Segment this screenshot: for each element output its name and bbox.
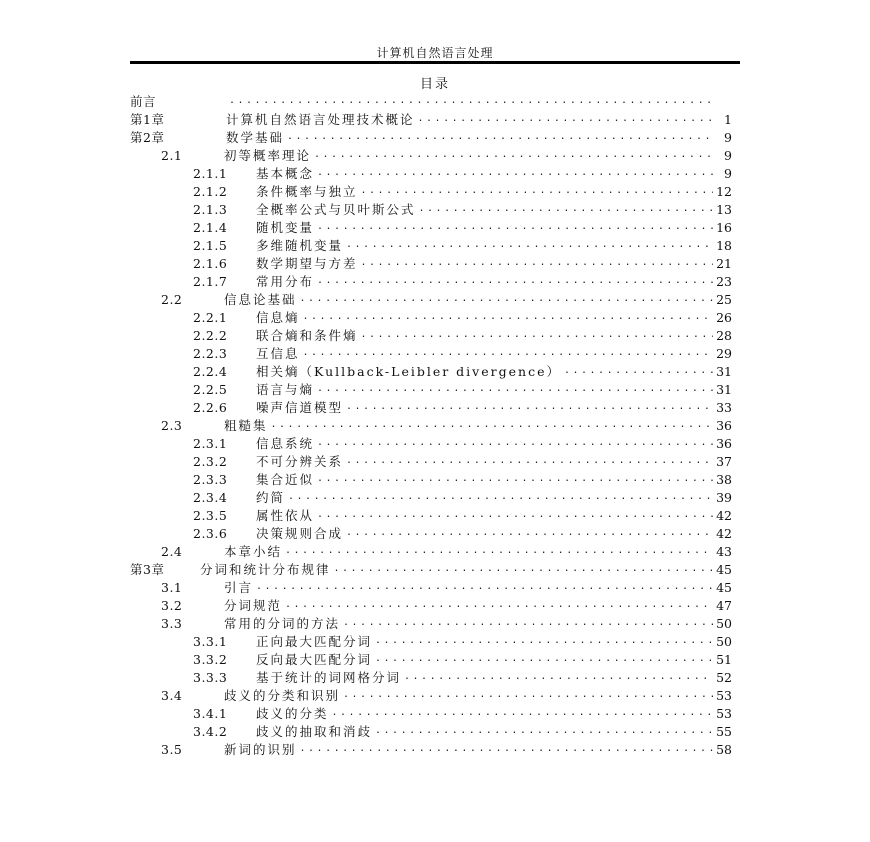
toc-entry-title: 新词的识别 bbox=[224, 742, 297, 757]
dot-leader bbox=[256, 580, 713, 594]
toc-entry-page: 42 bbox=[716, 508, 732, 523]
toc-entry-number: 2.1.1 bbox=[193, 166, 228, 181]
toc-entry-number: 3.5 bbox=[161, 742, 183, 757]
toc-entry[interactable] bbox=[130, 109, 732, 127]
toc-entry-number: 2.2.5 bbox=[193, 382, 228, 397]
dot-leader bbox=[361, 256, 714, 270]
dot-leader bbox=[343, 616, 713, 630]
toc-entry[interactable] bbox=[130, 271, 732, 289]
dot-leader bbox=[375, 634, 713, 648]
toc-entry[interactable] bbox=[130, 739, 732, 757]
toc-entry[interactable] bbox=[130, 415, 732, 433]
toc-entry-number: 2.3.6 bbox=[193, 526, 228, 541]
toc-entry[interactable] bbox=[130, 181, 732, 199]
toc-entry[interactable] bbox=[130, 127, 732, 145]
dot-leader bbox=[419, 202, 714, 216]
toc-entry-number: 2.1.5 bbox=[193, 238, 228, 253]
dot-leader bbox=[346, 454, 713, 468]
toc-entry-title: 不可分辨关系 bbox=[256, 454, 344, 469]
dot-leader bbox=[346, 238, 713, 252]
toc-entry-page: 29 bbox=[716, 346, 732, 361]
toc-entry-number: 第2章 bbox=[130, 130, 165, 145]
toc-entry-number: 3.1 bbox=[161, 580, 183, 595]
toc-entry-number: 2.1.7 bbox=[193, 274, 228, 289]
table-of-contents bbox=[130, 91, 732, 757]
toc-entry-title: 粗糙集 bbox=[224, 418, 268, 433]
toc-entry-title: 决策规则合成 bbox=[256, 526, 344, 541]
toc-entry[interactable] bbox=[130, 559, 732, 577]
dot-leader bbox=[303, 346, 714, 360]
header-rule bbox=[130, 61, 740, 64]
toc-entry-title: 初等概率理论 bbox=[224, 148, 312, 163]
toc-entry-page: 31 bbox=[716, 364, 732, 379]
toc-entry-number: 2.3.1 bbox=[193, 436, 228, 451]
toc-entry-number: 3.4.1 bbox=[193, 706, 228, 721]
dot-leader bbox=[361, 328, 714, 342]
dot-leader bbox=[346, 526, 713, 540]
toc-entry-number: 2.1.2 bbox=[193, 184, 228, 199]
toc-entry-page: 42 bbox=[716, 526, 732, 541]
toc-entry[interactable] bbox=[130, 253, 732, 271]
toc-entry-title: 信息熵 bbox=[256, 310, 300, 325]
toc-entry-number: 2.3 bbox=[161, 418, 183, 433]
toc-entry-number: 2.2.1 bbox=[193, 310, 228, 325]
toc-entry-page: 25 bbox=[716, 292, 732, 307]
toc-entry-page: 47 bbox=[716, 598, 732, 613]
toc-entry[interactable] bbox=[130, 451, 732, 469]
toc-entry-page: 36 bbox=[716, 418, 732, 433]
toc-entry-page: 51 bbox=[716, 652, 732, 667]
dot-leader bbox=[300, 292, 714, 306]
toc-entry-number: 3.3.3 bbox=[193, 670, 228, 685]
toc-entry-page: 50 bbox=[716, 616, 732, 631]
dot-leader bbox=[317, 274, 713, 288]
toc-entry[interactable] bbox=[130, 433, 732, 451]
toc-entry-page: 58 bbox=[716, 742, 732, 757]
toc-entry-title: 常用的分词的方法 bbox=[224, 616, 341, 631]
toc-entry[interactable] bbox=[130, 649, 732, 667]
dot-leader bbox=[303, 310, 714, 324]
toc-entry[interactable] bbox=[130, 343, 732, 361]
toc-entry-number: 2.2 bbox=[161, 292, 183, 307]
toc-entry[interactable] bbox=[130, 523, 732, 541]
toc-entry-page: 28 bbox=[716, 328, 732, 343]
toc-entry-number: 第1章 bbox=[130, 112, 165, 127]
toc-entry-number: 3.4 bbox=[161, 688, 183, 703]
toc-entry-number: 3.3.2 bbox=[193, 652, 228, 667]
dot-leader bbox=[404, 670, 713, 684]
toc-entry-title: 语言与熵 bbox=[256, 382, 315, 397]
dot-leader bbox=[285, 598, 713, 612]
toc-entry-title: 随机变量 bbox=[256, 220, 315, 235]
toc-entry-number: 2.1 bbox=[161, 148, 183, 163]
toc-entry-title: 歧义的分类和识别 bbox=[224, 688, 341, 703]
toc-entry-page: 50 bbox=[716, 634, 732, 649]
toc-entry-title: 联合熵和条件熵 bbox=[256, 328, 358, 343]
toc-entry-title: 全概率公式与贝叶斯公式 bbox=[256, 202, 416, 217]
toc-entry[interactable] bbox=[130, 91, 732, 109]
toc-entry[interactable] bbox=[130, 163, 732, 181]
dot-leader bbox=[317, 220, 713, 234]
toc-entry-number: 2.1.4 bbox=[193, 220, 228, 235]
toc-entry-page: 55 bbox=[716, 724, 732, 739]
toc-entry[interactable] bbox=[130, 325, 732, 343]
toc-entry-title: 分词和统计分布规律 bbox=[200, 562, 331, 577]
dot-leader bbox=[334, 562, 714, 576]
toc-entry-page: 1 bbox=[724, 112, 732, 127]
toc-entry-page: 9 bbox=[724, 148, 732, 163]
toc-entry-page: 13 bbox=[716, 202, 732, 217]
dot-leader bbox=[564, 364, 713, 378]
running-header: 计算机自然语言处理 bbox=[376, 46, 494, 60]
toc-entry-title: 本章小结 bbox=[224, 544, 283, 559]
toc-entry[interactable] bbox=[130, 289, 732, 307]
dot-leader bbox=[317, 472, 713, 486]
toc-entry[interactable] bbox=[130, 721, 732, 739]
toc-entry-page: 36 bbox=[716, 436, 732, 451]
toc-entry[interactable] bbox=[130, 595, 732, 613]
toc-entry-title: 基于统计的词网格分词 bbox=[256, 670, 402, 685]
toc-entry-number: 3.3 bbox=[161, 616, 183, 631]
toc-entry-number: 2.4 bbox=[161, 544, 183, 559]
dot-leader bbox=[288, 490, 713, 504]
toc-entry-title: 反向最大匹配分词 bbox=[256, 652, 373, 667]
toc-entry-page: 38 bbox=[716, 472, 732, 487]
toc-entry-page: 53 bbox=[716, 706, 732, 721]
toc-entry-number: 2.1.3 bbox=[193, 202, 228, 217]
dot-leader bbox=[317, 508, 713, 522]
toc-entry-title: 多维随机变量 bbox=[256, 238, 344, 253]
toc-entry[interactable] bbox=[130, 487, 732, 505]
dot-leader bbox=[375, 652, 713, 666]
dot-leader bbox=[361, 184, 714, 198]
dot-leader bbox=[287, 130, 715, 144]
toc-entry-title: 歧义的分类 bbox=[256, 706, 329, 721]
toc-entry-title: 计算机自然语言处理技术概论 bbox=[226, 112, 415, 127]
toc-entry-title: 引言 bbox=[224, 580, 254, 595]
toc-entry-page: 45 bbox=[716, 580, 732, 595]
toc-entry-title: 歧义的抽取和消歧 bbox=[256, 724, 373, 739]
toc-entry[interactable] bbox=[130, 703, 732, 721]
dot-leader bbox=[229, 94, 715, 108]
toc-entry-page: 33 bbox=[716, 400, 732, 415]
toc-entry-number: 2.3.4 bbox=[193, 490, 228, 505]
toc-entry-title: 常用分布 bbox=[256, 274, 315, 289]
toc-entry[interactable] bbox=[130, 361, 732, 379]
toc-entry-number: 2.2.3 bbox=[193, 346, 228, 361]
toc-entry-page: 21 bbox=[716, 256, 732, 271]
toc-entry-page: 9 bbox=[724, 166, 732, 181]
toc-entry[interactable] bbox=[130, 199, 732, 217]
toc-entry-number: 3.4.2 bbox=[193, 724, 228, 739]
toc-entry-page: 18 bbox=[716, 238, 732, 253]
toc-entry-page: 52 bbox=[716, 670, 732, 685]
toc-entry[interactable] bbox=[130, 307, 732, 325]
toc-entry-title: 条件概率与独立 bbox=[256, 184, 358, 199]
toc-entry-page: 53 bbox=[716, 688, 732, 703]
toc-entry[interactable] bbox=[130, 145, 732, 163]
toc-entry-page: 39 bbox=[716, 490, 732, 505]
dot-leader bbox=[317, 436, 713, 450]
toc-entry-title: 噪声信道模型 bbox=[256, 400, 344, 415]
toc-entry-number: 3.3.1 bbox=[193, 634, 228, 649]
toc-entry-page: 23 bbox=[716, 274, 732, 289]
dot-leader bbox=[317, 166, 715, 180]
toc-entry-page: 37 bbox=[716, 454, 732, 469]
toc-entry[interactable] bbox=[130, 631, 732, 649]
toc-entry-number: 2.3.3 bbox=[193, 472, 228, 487]
toc-entry-number: 前言 bbox=[130, 94, 157, 109]
toc-entry-title: 数学期望与方差 bbox=[256, 256, 358, 271]
toc-entry-number: 2.2.4 bbox=[193, 364, 228, 379]
toc-entry-page: 9 bbox=[724, 130, 732, 145]
toc-entry[interactable] bbox=[130, 397, 732, 415]
toc-entry-title: 正向最大匹配分词 bbox=[256, 634, 373, 649]
toc-title: 目录 bbox=[419, 77, 450, 92]
toc-entry-title: 相关熵（Kullback-Leibler divergence） bbox=[256, 364, 561, 379]
dot-leader bbox=[418, 112, 715, 126]
toc-entry-number: 第3章 bbox=[130, 562, 165, 577]
toc-entry[interactable] bbox=[130, 235, 732, 253]
toc-entry-title: 信息系统 bbox=[256, 436, 315, 451]
toc-entry-number: 2.2.2 bbox=[193, 328, 228, 343]
dot-leader bbox=[300, 742, 714, 756]
toc-entry-number: 2.3.2 bbox=[193, 454, 228, 469]
toc-entry[interactable] bbox=[130, 541, 732, 559]
toc-entry-page: 31 bbox=[716, 382, 732, 397]
dot-leader bbox=[375, 724, 713, 738]
toc-entry[interactable] bbox=[130, 667, 732, 685]
toc-entry[interactable] bbox=[130, 505, 732, 523]
toc-entry-title: 基本概念 bbox=[256, 166, 315, 181]
toc-entry-number: 2.1.6 bbox=[193, 256, 228, 271]
toc-entry[interactable] bbox=[130, 379, 732, 397]
dot-leader bbox=[317, 382, 713, 396]
dot-leader bbox=[332, 706, 714, 720]
dot-leader bbox=[346, 400, 713, 414]
toc-entry-number: 3.2 bbox=[161, 598, 183, 613]
toc-entry-title: 分词规范 bbox=[224, 598, 283, 613]
toc-entry-title: 集合近似 bbox=[256, 472, 315, 487]
toc-entry-title: 约简 bbox=[256, 490, 286, 505]
toc-entry-number: 2.3.5 bbox=[193, 508, 228, 523]
toc-entry[interactable] bbox=[130, 217, 732, 235]
dot-leader bbox=[343, 688, 713, 702]
toc-entry-page: 12 bbox=[716, 184, 732, 199]
toc-entry-page: 43 bbox=[716, 544, 732, 559]
toc-entry-page: 45 bbox=[716, 562, 732, 577]
toc-entry-title: 数学基础 bbox=[226, 130, 285, 145]
toc-entry[interactable] bbox=[130, 685, 732, 703]
toc-entry-page: 16 bbox=[716, 220, 732, 235]
toc-entry[interactable] bbox=[130, 577, 732, 595]
dot-leader bbox=[271, 418, 714, 432]
toc-entry-number: 2.2.6 bbox=[193, 400, 228, 415]
toc-entry-title: 互信息 bbox=[256, 346, 300, 361]
toc-entry-page: 26 bbox=[716, 310, 732, 325]
dot-leader bbox=[314, 148, 715, 162]
toc-entry[interactable] bbox=[130, 469, 732, 487]
dot-leader bbox=[285, 544, 713, 558]
toc-entry[interactable] bbox=[130, 613, 732, 631]
toc-entry-title: 属性依从 bbox=[256, 508, 315, 523]
toc-entry-title: 信息论基础 bbox=[224, 292, 297, 307]
